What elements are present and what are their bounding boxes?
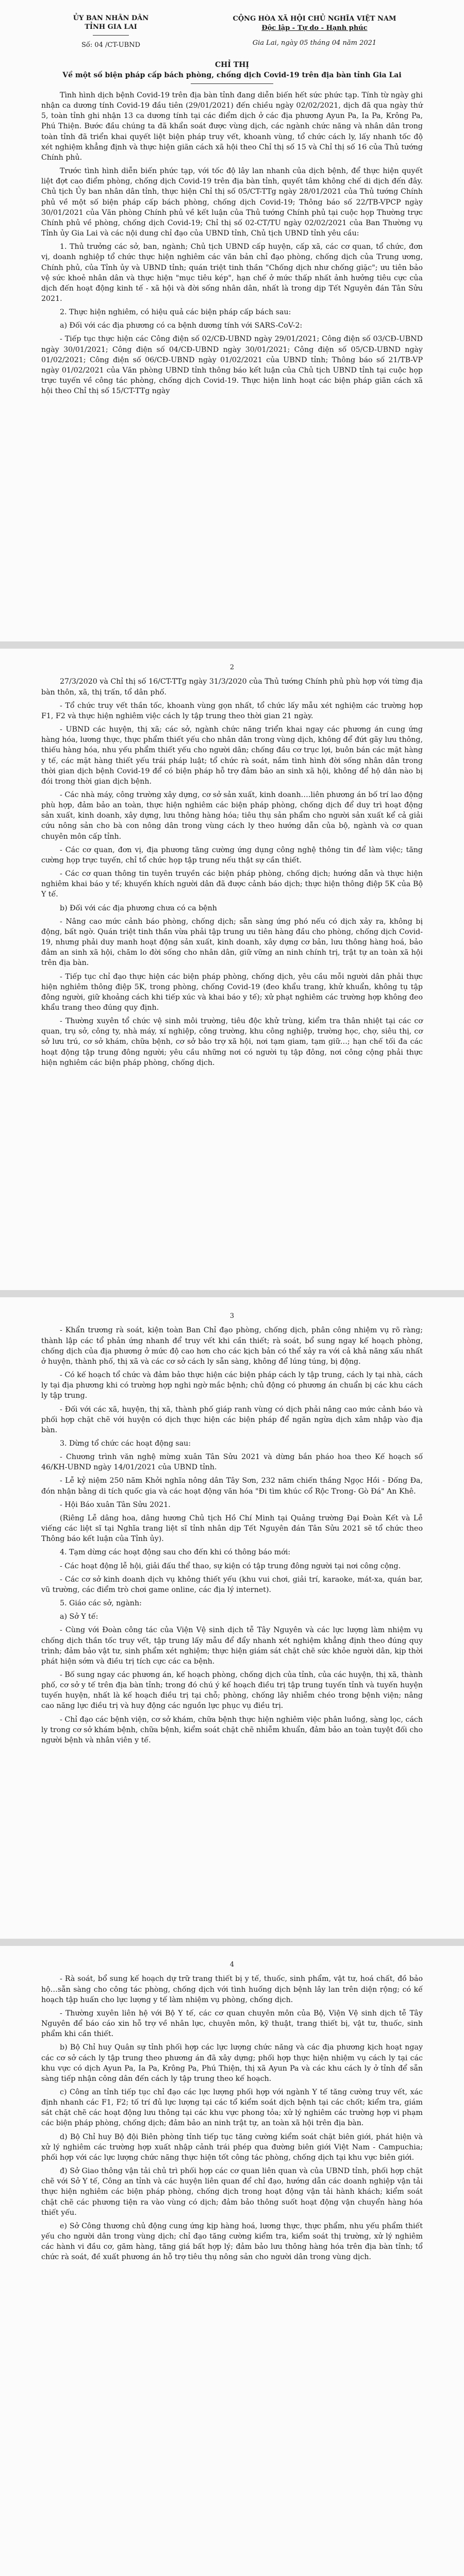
paragraph: - Cùng với Đoàn công tác của Viện Vệ sinh dịch tễ Tây Nguyên và các lực lượng làm nhiệm vụ chống dịch thần tốc truy vết, tập trung lấy mẫu để đẩy nhanh xét nghiệm khẳng định theo đúng quy trình; đảm bảo vật tư, sinh phẩm xét nghiệm; thực hiện giám sát chặt chẽ sức khỏe người dân, kịp thời phát hiện sớm và điều trị tích cực các ca bệnh. [41,1626,423,1666]
national-heading [206,14,423,50]
paragraph: - UBND các huyện, thị xã; các sở, ngành chức năng triển khai ngay các phương án cung ứng hàng hóa, lương thực, thực phẩm thiết yếu cho nhân dân trong vùng dịch, không để đứt gãy lưu thông, thiếu hàng hóa, nhu yếu phẩm thiết yếu cho người dân; chống đầu cơ trục lợi, buôn bán các mặt hàng y tế, các mặt hàng thiết yếu trái pháp luật; tổ chức rà soát, nắm tình hình đời sống nhân dân trong thời gian dịch bệnh Covid-19 để có biện pháp hỗ trợ đảm bảo an sinh xã hội, không để hộ dân nào bị đói trong thời gian dịch bệnh. [41,725,423,786]
paragraph: - Tiếp tục chỉ đạo thực hiện các biện pháp phòng, chống dịch, yêu cầu mỗi người dân phải thực hiện nghiêm thông điệp 5K, trong phòng, chống Covid-19 (đeo khẩu trang, khử khuẩn, không tụ tập đông người, giữ khoảng cách khi tiếp xúc và khai báo y tế); xử phạt nghiêm các trường hợp không đeo khẩu trang theo đúng quy định. [41,972,423,1012]
agency-line-2: TỈNH GIA LAI [85,23,137,31]
paragraph: 27/3/2020 và Chỉ thị số 16/CT-TTg ngày 31/3/2020 của Thủ tướng Chính phủ phù hợp với từng địa bàn thôn, xã, thị trấn, tổ dân phố. [41,677,423,697]
issuing-agency [41,14,180,50]
title-underline [191,83,273,84]
nation-name: CỘNG HÒA XÃ HỘI CHỦ NGHĨA VIỆT NAM [233,15,396,23]
paragraph: - Khẩn trương rà soát, kiện toàn Ban Chỉ đạo phòng, chống dịch, phân công nhiệm vụ rõ ràng; thành lập các tổ phản ứng nhanh để truy vết khi cần thiết; rà soát, bổ sung ngay kế hoạch phòng, chống dịch của địa phương ở mức độ cao hơn cho các kịch bản có thể xảy ra với cả khả năng xấu nhất ở huyện, thành phố, thị xã và các cơ sở cách ly sẵn sàng, không để lúng túng, bị động. [41,1326,423,1366]
paragraph: - Nâng cao mức cảnh báo phòng, chống dịch; sẵn sàng ứng phó nếu có dịch xảy ra, không bị động, bất ngờ. Quán triệt tinh thần vừa phải tập trung ưu tiên hàng đầu cho phòng, chống dịch Covid-19, nhưng phải duy manh hoạt động sản xuất, kinh doanh, xây dựng cơ bản, lưu thông hàng hoá, bảo đảm an sinh xã hội, chăm lo đời sống cho nhân dân, giữ vững an ninh chính trị, trật tự an toàn xã hội trên địa bàn. [41,917,423,968]
agency-line-1: ỦY BAN NHÂN DÂN [73,14,149,22]
paragraph: - Thường xuyên tổ chức vệ sinh môi trường, tiêu độc khử trùng, kiểm tra thân nhiệt tại các cơ quan, trụ sở, công ty, nhà máy, xí nghiệp, công trường, khu công nghiệp, trường học, chợ, siêu thị, cơ sở lưu trú, cơ sở khám, chữa bệnh, cơ sở bảo trợ xã hội, nơi tạm giam, tạm giữ…; hạn chế tối đa các hoạt động tập trung đông người; yêu cầu những nơi có người tụ tập đông, nơi công cộng phải thực hiện nghiêm các biện pháp phòng, chống dịch. [41,1017,423,1067]
paragraph: d) Bộ Chỉ huy Bộ đội Biên phòng tỉnh tiếp tục tăng cường kiểm soát chặt biên giới, phát hiện và xử lý nghiêm các trường hợp xuất nhập cảnh trái phép qua đường biên giới Việt Nam - Campuchia; phối hợp với các lực lượng chức năng thực hiện tốt công tác phòng, chống dịch tại khu vực biên giới. [41,2132,423,2162]
paragraph: - Hội Báo xuân Tân Sửu 2021. [60,1500,171,1509]
paragraph: - Các cơ quan thông tin tuyên truyền các biện pháp phòng, chống dịch; hướng dẫn và thực hiện nghiêm khai báo y tế; khuyến khích người dân đã được cảnh báo dịch; thực hiện thông điệp 5K của Bộ Y tế. [41,870,423,899]
paragraph: - Lễ kỷ niệm 250 năm Khởi nghĩa nông dân Tây Sơn, 232 năm chiến thắng Ngọc Hồi - Đống Đa, đón nhận bằng di tích quốc gia và các hoạt động văn hóa "Đi tìm khúc cổ Rộc Trong- Gò Đá" An Khê. [41,1477,423,1496]
page-4 [0,1946,464,2576]
document-title [41,60,423,84]
paragraph: e) Sở Công thương chủ động cung ứng kịp hàng hoá, lương thực, thực phẩm, nhu yếu phẩm thiết yếu cho người dân trong vùng dịch; chỉ đạo tăng cường kiểm tra, kiểm soát thị trường, xử lý nghiêm các hành vi đầu cơ, găm hàng, tăng giá bất hợp lý; đảm bảo lưu thông hàng hóa trên địa bàn tỉnh; tổ chức rà soát, đề xuất phương án hỗ trợ tiêu thụ nông sản cho người dân trong vùng dịch. [41,2222,423,2262]
document-kind: CHỈ THỊ [215,61,249,70]
page-number: 4 [229,1961,235,1969]
paragraph: - Đối với các xã, huyện, thị xã, thành phố giáp ranh vùng có dịch phải nâng cao mức cảnh báo và phối hợp chặt chẽ với huyện có dịch thực hiện các biện pháp để ngăn ngừa dịch xâm nhập vào địa bàn. [41,1405,423,1434]
paragraph: 2. Thực hiện nghiêm, có hiệu quả các biện pháp cấp bách sau: [60,308,291,317]
paragraph: - Các cơ quan, đơn vị, địa phương tăng cường ứng dụng công nghệ thông tin để làm việc; tăng cường họp trực tuyến, chỉ tổ chức họp tập trung nếu thật sự cần thiết. [41,845,423,865]
paragraph: - Tiếp tục thực hiện các Công điện số 02/CĐ-UBND ngày 29/01/2021; Công điện số 03/CĐ-UBND ngày 30/01/2021; Công điện số 04/CĐ-UBND ngày 30/01/2021; Công điện số 05/CĐ-UBND ngày 01/02/2021; Công điện số 06/CĐ-UBND ngày 01/02/2021 của UBND tỉnh; Thông báo số 21/TB-VP ngày 01/02/2021 của Văn phòng UBND tỉnh thông báo kết luận của Chủ tịch UBND tỉnh tại cuộc họp trực tuyến về công tác phòng, chống dịch Covid-19. Thực hiện linh hoạt các biện pháp giãn cách xã hội theo Chỉ thị số 15/CT-TTg ngày [41,335,423,396]
paragraph: a) Sở Y tế: [60,1613,98,1621]
paragraph: - Chương trình văn nghệ mừng xuân Tân Sửu 2021 và dừng bắn pháo hoa theo Kế hoạch số 46/KH-UBND ngày 14/01/2021 của UBND tỉnh. [41,1453,423,1472]
paragraph: b) Bộ Chỉ huy Quân sự tỉnh phối hợp các lực lượng chức năng và các địa phương kịch hoạt ngay các cơ sở cách ly tập trung theo phương án đã xây dựng; phối hợp thực hiện nhiệm vụ cách ly tại các khu vực có dịch Ayun Pa, Ia Pa, Krông Pa, Phú Thiện, thị xã Ayun Pa và các khu cách ly ở tỉnh để sẵn sàng tiếp nhận công dân đến cách ly tập trung theo kế hoạch. [41,2043,423,2083]
paragraph: b) Đối với các địa phương chưa có ca bệnh [60,904,217,912]
document-date: Gia Lai, ngày 05 tháng 04 năm 2021 [252,39,377,47]
document-subject: Về một số biện pháp cấp bách phòng, chống dịch Covid-19 trên địa bàn tỉnh Gia Lai [62,71,402,80]
paragraph: - Các nhà máy, công trường xây dựng, cơ sở sản xuất, kinh doanh….liên phương án bố trí lao động phù hợp, đảm bảo an toàn, thực hiện nghiêm các biện pháp phòng, chống dịch để duy trì hoạt động sản xuất, kinh doanh, xây dựng, lưu thông hàng hóa; tiêu thụ sản phẩm cho người sản xuất kể cả giải cứu nông sản cho bà con nông dân trong vùng cách ly theo hướng dẫn của bộ, ngành và cơ quan chuyên môn cấp tỉnh. [41,791,423,841]
paragraph: - Rà soát, bổ sung kế hoạch dự trữ trang thiết bị y tế, thuốc, sinh phẩm, vật tư, hoá chất, đồ bảo hộ…sẵn sàng cho công tác phòng, chống dịch với tình huống dịch bệnh lây lan trên diện rộng; có kế hoạch tập huấn cho lực lượng y tế làm nhiệm vụ phòng, chống dịch. [41,1975,423,2004]
paragraph: - Thường xuyên liên hệ với Bộ Y tế, các cơ quan chuyên môn của Bộ, Viện Vệ sinh dịch tễ Tây Nguyên để báo cáo xin hỗ trợ về nhân lực, chuyên môn, kỹ thuật, trang thiết bị, vật tư, thuốc, sinh phẩm khi cần thiết. [41,2009,423,2039]
page-separator [0,641,464,649]
document-number: Số: 04 /CT-UBND [81,41,141,49]
page-number: 2 [229,664,235,671]
paragraph: c) Công an tỉnh tiếp tục chỉ đạo các lực lượng phối hợp với ngành Y tế tăng cường truy vết, xác định nhanh các F1, F2; tố trí đủ lực lượng tại các tổ kiểm soát dịch bệnh tại các chốt; kiểm tra, giám sát chặt chẽ các hoạt động lưu thông tại các khu vực phong tỏa; xử lý nghiêm các trường hợp vi phạm các biện pháp phòng, chống dịch; đảm bảo an ninh trật tự, an toàn xã hội trên địa bàn. [41,2088,423,2128]
agency-underline [93,35,129,36]
paragraph: - Bố sung ngay các phương án, kế hoạch phòng, chống dịch của tỉnh, của các huyện, thị xã, thành phố, cơ sở y tế trên địa bàn tỉnh; trong đó chú ý kế hoạch điều trị tập trung tuyến tỉnh và tuyến huyện tuyến huyện, nhất là kế hoạch điều trị tại chỗ; phòng, chống lây nhiễm chéo trong bệnh viện; nâng cao năng lực điều trị và huy động các nguồn lực phục vụ điều trị. [41,1670,423,1710]
paragraph: (Riêng Lễ dâng hoa, dâng hương Chủ tịch Hồ Chí Minh tại Quảng trường Đại Đoàn Kết và Lễ viếng các liệt sĩ tại Nghĩa trang liệt sĩ tỉnh nhân dịp Tết Nguyên đán Tân Sửu 2021 sẽ tổ chức theo Thông báo kết luận của Tỉnh ủy). [41,1514,423,1544]
paragraph: - Các hoạt động lễ hội, giải đấu thể thao, sự kiện có tập trung đông người tại nơi công cộng. [60,1562,401,1570]
page-number: 3 [229,1312,235,1320]
page-separator [0,1939,464,1946]
paragraph: 4. Tạm dừng các hoạt động sau cho đến khi có thông báo mới: [60,1548,291,1557]
page-1 [0,0,464,641]
paragraph: a) Đối với các địa phương có ca bệnh dương tính với SARS-CoV-2: [60,321,303,330]
page-separator [0,1290,464,1297]
paragraph: - Có kế hoạch tổ chức và đảm bảo thực hiện các biện pháp cách ly tập trung, cách ly tại nhà, cách ly tại địa phương khi có trường hợp nghi ngờ mắc bệnh; chủ động có phương án chuẩn bị các khu cách ly tập trung. [41,1371,423,1400]
page-3 [0,1297,464,1939]
paragraph: - Chỉ đạo các bệnh viện, cơ sở khám, chữa bệnh thực hiện nghiêm việc phân luồng, sàng lọc, cách ly trong cơ sở khám bệnh, chữa bệnh, kiểm soát chặt chẽ nhiễm khuẩn, đảm bảo an toàn tuyệt đối cho người bệnh và nhân viên y tế. [41,1715,423,1744]
paragraph: 3. Dừng tổ chức các hoạt động sau: [60,1439,191,1448]
paragraph: đ) Sở Giao thông vận tải chủ trì phối hợp các cơ quan liên quan và của UBND tỉnh, phối hợp chặt chẽ với Sở Y tế, Công an tỉnh và các huyện liên quan để chỉ đạo, hướng dẫn các doanh nghiệp vận tải thực hiện nghiêm các biện pháp phòng, chống dịch trong hoạt động vận tải hành khách; kiểm soát chặt chẽ các phương tiện ra vào vùng có dịch; đảm bảo thông suốt hoạt động vận chuyển hàng hóa thiết yếu. [41,2167,423,2217]
paragraph: Trước tình hình diễn biến phức tạp, với tốc độ lây lan nhanh của dịch bệnh, để thực hiện quyết liệt đợt cao điểm phòng, chống dịch Covid-19 trên địa bàn tỉnh, quyết tâm không chế di dịch đến đây. Chủ tịch Ủy ban nhân dân tỉnh, thực hiện Chỉ thị số 05/CT-TTg ngày 28/01/2021 của Thủ tướng Chính phủ về một số biện pháp cấp bách phòng, chống dịch Covid-19; Thông báo số 22/TB-VPCP ngày 30/01/2021 của Văn phòng Chính phủ về kết luận của Thủ tướng Chính phủ tại cuộc họp Thường trực Chính phủ về phòng, chống dịch Covid-19; Chỉ thị số 02-CT/TU ngày 02/02/2021 của Ban Thường vụ Tỉnh ủy Gia Lai và các nội dung chỉ đạo của UBND tỉnh, Chủ tịch UBND tỉnh yêu cầu: [41,167,423,238]
paragraph: 1. Thủ trưởng các sở, ban, ngành; Chủ tịch UBND cấp huyện, cấp xã, các cơ quan, tổ chức, đơn vị, doanh nghiệp tổ chức thực hiện nghiêm các văn bản chỉ đạo phòng, chống dịch của Trung ương, Chính phủ, của Tỉnh ủy và UBND tỉnh; quán triệt tinh thần "Chống dịch như chống giặc"; ưu tiên bảo vệ sức khoẻ nhân dân và thực hiện "mục tiêu kép", hạn chế ở mức thấp nhất ảnh hưởng tiêu cực của dịch đến hoạt động kinh tế - xã hội và đời sống nhân dân, nhất là trong dịp Tết Nguyên đán Tân Sửu 2021. [41,243,423,303]
paragraph: Tình hình dịch bệnh Covid-19 trên địa bàn tỉnh đang diễn biến hết sức phức tạp. Tính từ ngày ghi nhận ca dương tính Covid-19 đầu tiên (29/01/2021) đến chiều ngày 02/02/2021, dịch đã qua ngày thứ 5, toàn tỉnh ghi nhận 13 ca dương tính tại các điểm dịch ở các địa phương Ayun Pa, Ia Pa, Krông Pa, Phú Thiện. Bước đầu chúng ta đã khẩn soát được vùng dịch, các ngành chức năng và nhân dân trong toàn tỉnh đã triển khai quyết liệt biện pháp truy vết, khoanh vùng, tổ chức cách ly, lấy nhanh tốc độ xét nghiệm khẳng định và thực hiện giãn cách xã hội theo Chỉ thị số 15 và Chỉ thị số 16 của Thủ tướng Chính phủ. [41,91,423,162]
national-motto: Độc lập - Tự do - Hạnh phúc [261,24,368,32]
paragraph: 5. Giáo các sở, ngành: [60,1599,142,1608]
paragraph: - Tổ chức truy vết thần tốc, khoanh vùng gọn nhất, tổ chức lấy mẫu xét nghiệm các trường hợp F1, F2 và thực hiện nghiêm việc cách ly tập trung theo thời gian 21 ngày. [41,701,423,720]
page-2 [0,649,464,1290]
document-header [41,14,423,50]
paragraph: - Các cơ sở kinh doanh dịch vụ không thiết yếu (khu vui chơi, giải trí, karaoke, mát-xa, quán bar, vũ trường, các điểm trò chơi game online, các địa lý internet). [41,1575,423,1594]
